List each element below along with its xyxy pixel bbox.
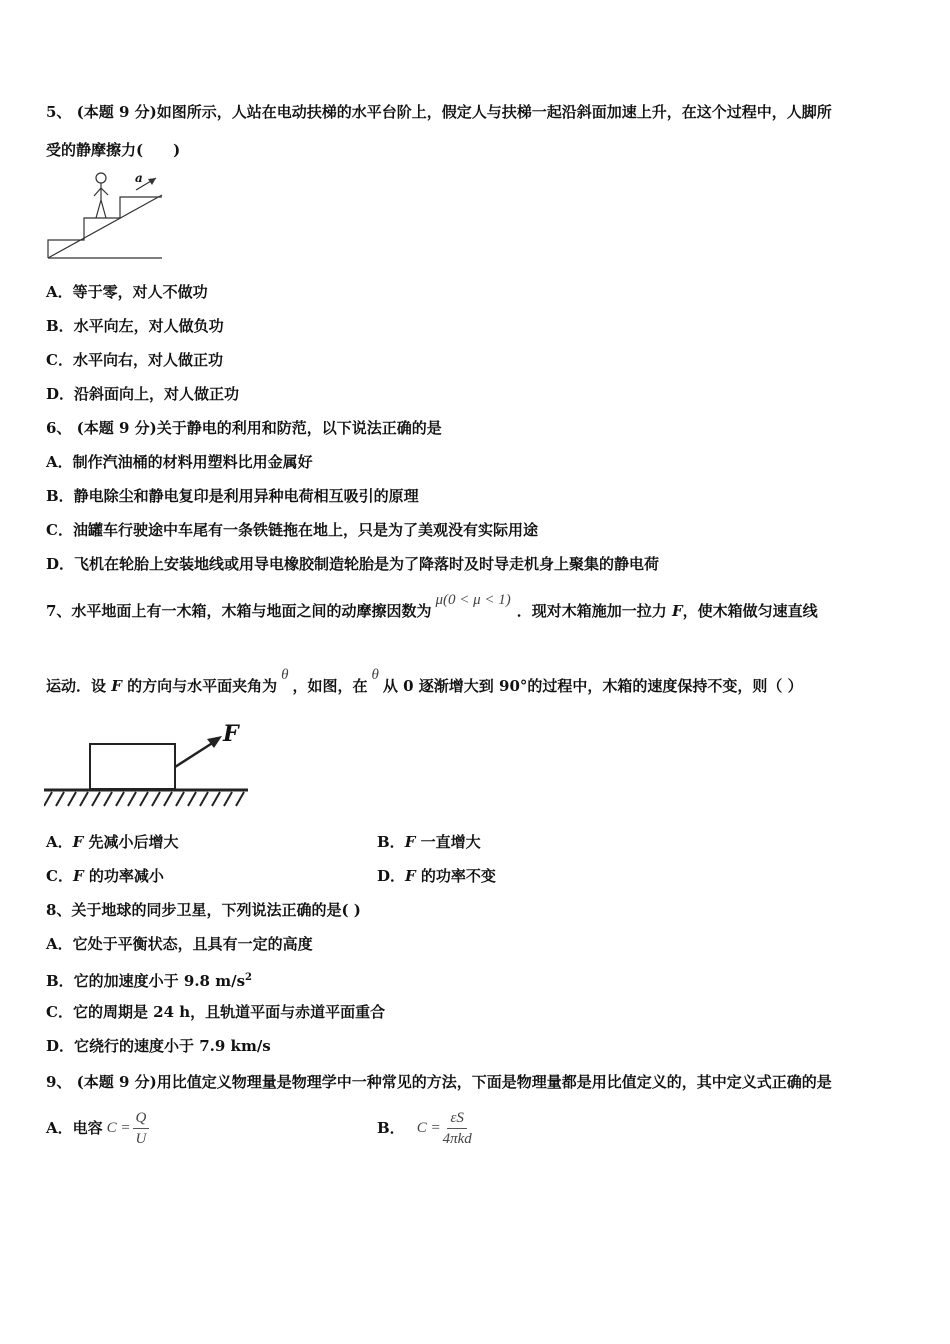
q9-option-a-lhs: C = xyxy=(106,1120,131,1136)
q7-option-d: D．F 的功率不变 xyxy=(377,867,496,885)
q9-option-b: B． C = $\frac{\varepsilon S}{\text{4πkd}}$ xyxy=(377,1109,472,1147)
q5-option-a: A．等于零，对人不做功 xyxy=(46,283,208,301)
q8-option-a: A．它处于平衡状态，且具有一定的高度 xyxy=(46,935,313,953)
q5-stem-line1: 5、 (本题 9 分)如图所示，人站在电动扶梯的水平台阶上，假定人与扶梯一起沿斜面加速上升，在这个过程中，人脚所 xyxy=(46,103,832,121)
q9-option-a: A．电容 C = $\frac{Q}{U}$ xyxy=(46,1106,151,1150)
q7-stem-part3: ，使木箱做匀速直线 xyxy=(682,602,818,620)
q7-option-b: B．F 一直增大 xyxy=(377,833,481,851)
q8-stem: 8、关于地球的同步卫星，下列说法正确的是( ) xyxy=(46,901,361,919)
q5-option-c: C．水平向右，对人做正功 xyxy=(46,351,223,369)
q7-mu-formula: μ(0 < μ < 1) xyxy=(435,592,511,608)
q7-theta-symbol-2: θ xyxy=(371,667,379,683)
q8-option-b: B．它的加速度小于 9.8 $m/s^2$ xyxy=(46,972,252,990)
q7-option-a: A．F 先减小后增大 xyxy=(46,833,179,851)
q7-line2-part3: ，如图，在 xyxy=(292,677,368,695)
q7-line2-part2: 的方向与水平面夹角为 xyxy=(127,677,278,695)
q8-option-c: C．它的周期是 24 h，且轨道平面与赤道平面重合 xyxy=(46,1003,386,1021)
q5-stem-line2: 受的静摩擦力( ) xyxy=(46,141,181,159)
q6-option-b: B．静电除尘和静电复印是利用异种电荷相互吸引的原理 xyxy=(46,487,419,505)
q8-option-d: D．它绕行的速度小于 7.9 km/s xyxy=(46,1037,271,1055)
q5-option-d: D．沿斜面向上，对人做正功 xyxy=(46,385,240,403)
q7-force-symbol: F xyxy=(672,602,683,620)
q8-option-b-exponent: 2 xyxy=(245,972,252,983)
q7-force-symbol-2: F xyxy=(111,677,122,695)
q9-option-b-lhs: C = xyxy=(416,1120,441,1136)
q9-stem: 9、 (本题 9 分)用比值定义物理量是物理学中一种常见的方法，下面是物理量都是用比值定义的，其中定义式正确的是 xyxy=(46,1073,832,1091)
q7-theta-symbol: θ xyxy=(281,667,289,683)
q7-line2-part4: 从 0 逐渐增大到 90°的过程中，木箱的速度保持不变，则（ ） xyxy=(382,677,803,695)
q7-line2-part1: 运动．设 xyxy=(46,677,107,695)
q6-option-d: D．飞机在轮胎上安装地线或用导电橡胶制造轮胎是为了降落时及时导走机身上聚集的静电荷 xyxy=(46,555,660,573)
q7-option-c: C．F 的功率减小 xyxy=(46,867,164,885)
q5-acceleration-label: a xyxy=(135,171,143,185)
q7-stem-part1: 7、水平地面上有一木箱，木箱与地面之间的动摩擦因数为 xyxy=(46,602,432,620)
q9-option-b-fraction: $\frac{\varepsilon S}{\text{4πkd}}$ xyxy=(442,1109,472,1147)
q5-option-b: B．水平向左，对人做负功 xyxy=(46,317,224,335)
q6-option-a: A．制作汽油桶的材料用塑料比用金属好 xyxy=(46,453,313,471)
q7-stem-line1 xyxy=(46,592,818,622)
q7-stem-part2: ．现对木箱施加一拉力 xyxy=(516,602,667,620)
q6-stem: 6、 (本题 9 分)关于静电的利用和防范，以下说法正确的是 xyxy=(46,419,442,437)
q6-option-c: C．油罐车行驶途中车尾有一条铁链拖在地上，只是为了美观没有实际用途 xyxy=(46,521,538,539)
q5-escalator-figure xyxy=(44,168,174,263)
q7-figure-force-label: F xyxy=(223,721,239,747)
q7-stem-line2 xyxy=(46,667,803,697)
q9-option-a-fraction: $\frac{Q}{U}$ xyxy=(133,1108,150,1149)
